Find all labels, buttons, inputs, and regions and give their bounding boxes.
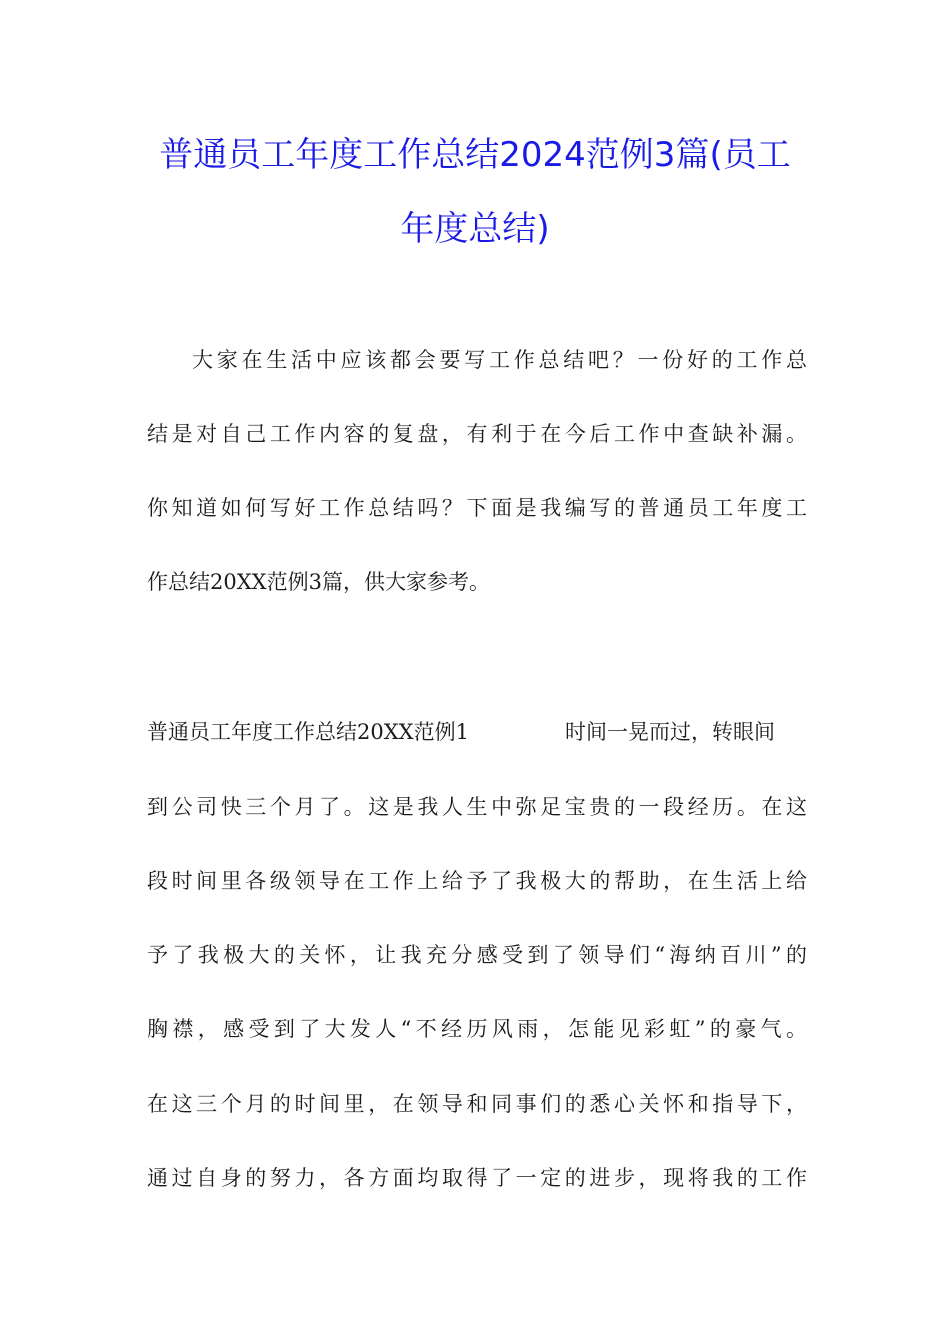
section-1-line-5: 在这三个月的时间里，在领导和同事们的悉心关怀和指导下， bbox=[147, 1092, 807, 1116]
document-title-line-1: 普通员工年度工作总结2024范例3篇(员工 bbox=[159, 135, 791, 175]
document-title-line-2: 年度总结) bbox=[400, 209, 550, 249]
section-1-line-3: 予了我极大的关怀，让我充分感受到了领导们“海纳百川”的 bbox=[147, 943, 807, 967]
section-1-line-1: 到公司快三个月了。这是我人生中弥足宝贵的一段经历。在这 bbox=[147, 795, 807, 819]
section-1-line-2: 段时间里各级领导在工作上给予了我极大的帮助，在生活上给 bbox=[147, 869, 807, 893]
intro-line-2: 结是对自己工作内容的复盘，有利于在今后工作中查缺补漏。 bbox=[147, 422, 807, 446]
section-1-line-4: 胸襟，感受到了大发人“不经历风雨，怎能见彩虹”的豪气。 bbox=[147, 1017, 807, 1041]
intro-line-1: 大家在生活中应该都会要写工作总结吧？一份好的工作总 bbox=[192, 348, 807, 372]
section-1-first-text: 时间一晃而过，转眼间 bbox=[565, 720, 775, 744]
section-1-line-6: 通过自身的努力，各方面均取得了一定的进步，现将我的工作 bbox=[147, 1166, 807, 1190]
section-1-heading: 普通员工年度工作总结20XX范例1 bbox=[147, 720, 469, 744]
intro-line-4: 作总结20XX范例3篇，供大家参考。 bbox=[147, 570, 490, 594]
intro-line-3: 你知道如何写好工作总结吗？下面是我编写的普通员工年度工 bbox=[147, 496, 807, 520]
